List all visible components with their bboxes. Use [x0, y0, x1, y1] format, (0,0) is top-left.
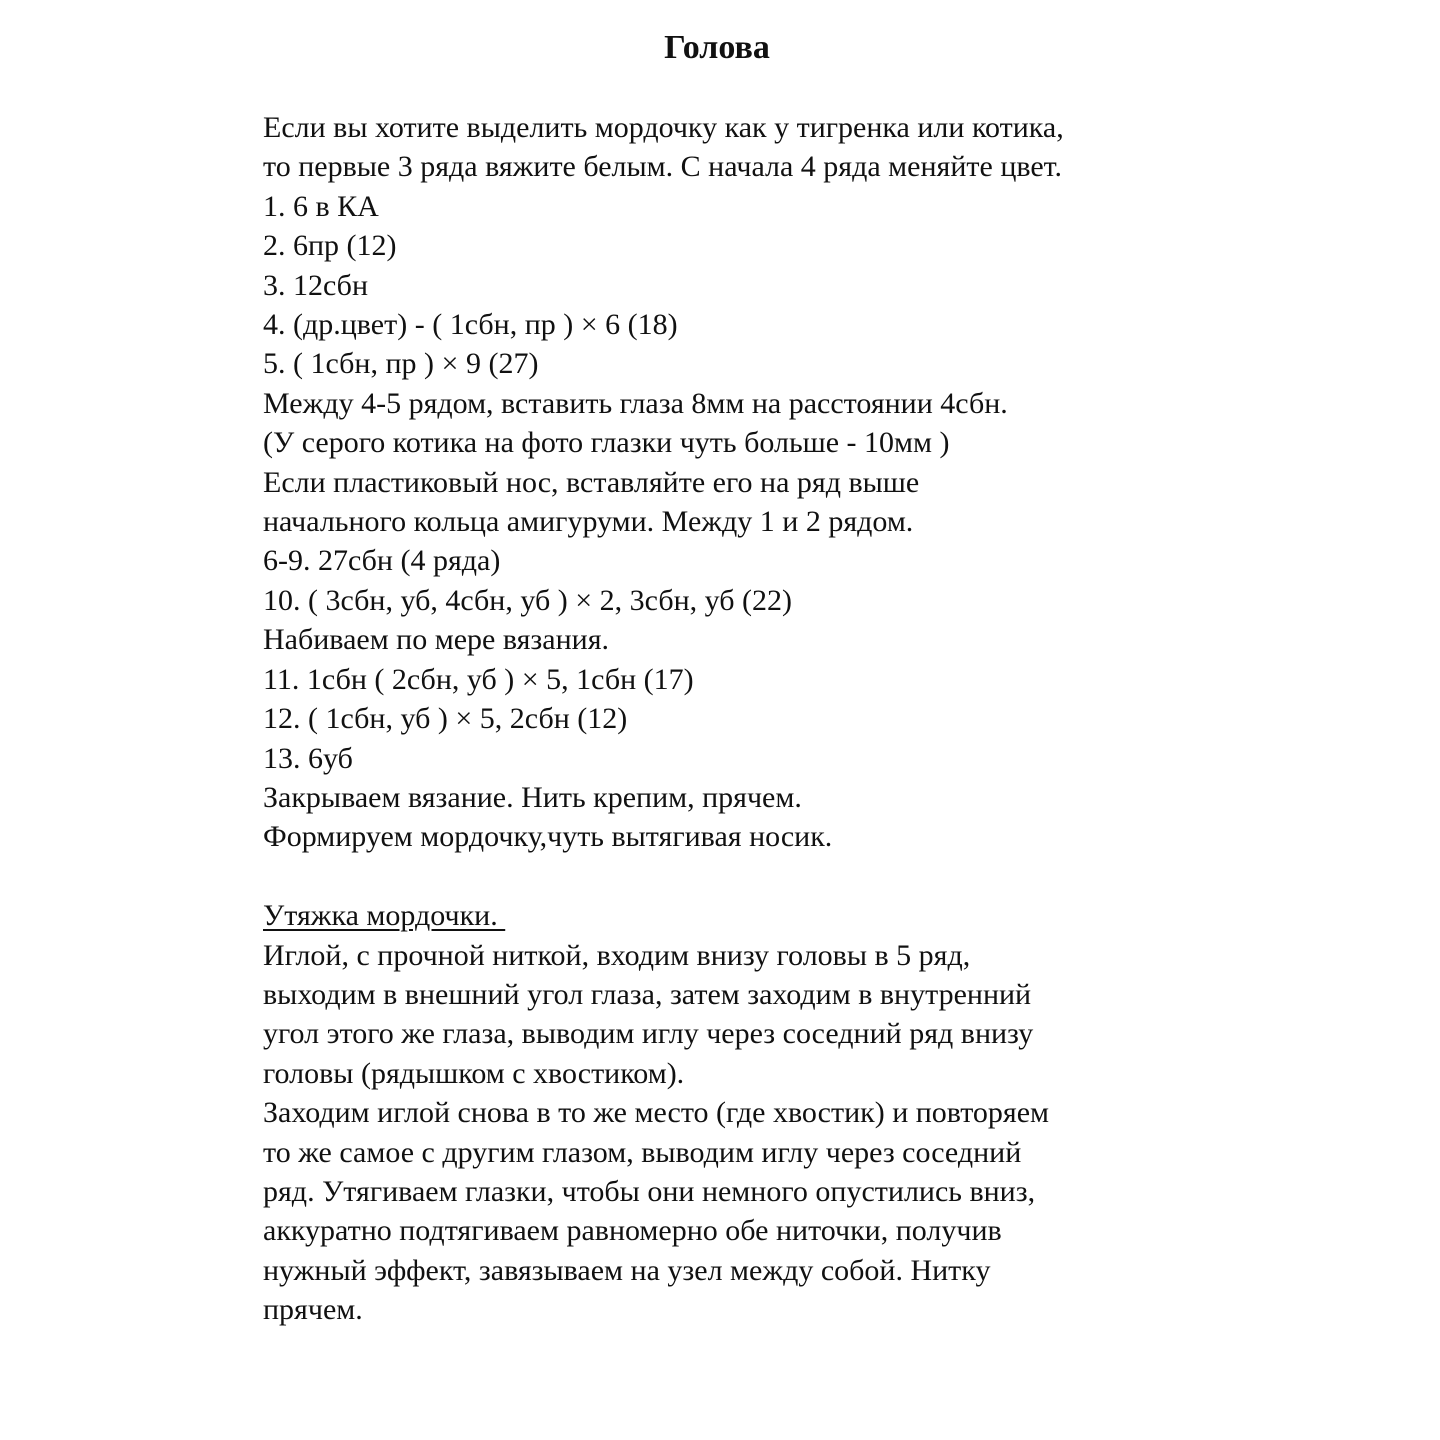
section-heading: Утяжка мордочки.	[263, 899, 506, 933]
instruction-line: ряд. Утягиваем глазки, чтобы они немного опустились вниз,	[263, 1174, 1036, 1208]
pattern-note: (У серого котика на фото глазки чуть больше - 10мм )	[263, 426, 950, 460]
spacer	[263, 857, 1263, 896]
pattern-row: 3. 12сбн	[263, 268, 368, 302]
pattern-row: 12. ( 1сбн, уб ) × 5, 2сбн (12)	[263, 702, 628, 736]
instruction-line: Иглой, с прочной ниткой, входим внизу головы в 5 ряд,	[263, 938, 971, 972]
pattern-note: начального кольца амигуруми. Между 1 и 2 рядом.	[263, 505, 914, 539]
instruction-line: аккуратно подтягиваем равномерно обе ниточки, получив	[263, 1214, 1002, 1248]
instruction-line: выходим в внешний угол глаза, затем заходим в внутренний	[263, 977, 1032, 1011]
pattern-row: 13. 6уб	[263, 741, 353, 775]
instruction-line: то же самое с другим глазом, выводим иглу через соседний	[263, 1135, 1022, 1169]
pattern-row: 5. ( 1сбн, пр ) × 9 (27)	[263, 347, 539, 381]
pattern-body	[263, 108, 1263, 1330]
instruction-line: нужный эффект, завязываем на узел между собой. Нитку	[263, 1253, 991, 1287]
instruction-line: угол этого же глаза, выводим иглу через соседний ряд внизу	[263, 1017, 1034, 1051]
intro-line: Если вы хотите выделить мордочку как у тигренка или котика,	[263, 111, 1064, 144]
pattern-note: Между 4-5 рядом, вставить глаза 8мм на расстоянии 4сбн.	[263, 386, 1008, 420]
intro-line: то первые 3 ряда вяжите белым. С начала 4 ряда меняйте цвет.	[263, 150, 1063, 184]
pattern-row: 1. 6 в КА	[263, 189, 379, 223]
instruction-line: Заходим иглой снова в то же место (где хвостик) и повторяем	[263, 1096, 1050, 1130]
closing-line: Формируем мордочку,чуть вытягивая носик.	[263, 820, 833, 854]
pattern-note: Набиваем по мере вязания.	[263, 623, 609, 657]
instruction-line: головы (рядышком с хвостиком).	[263, 1056, 685, 1090]
page-title: Голова	[664, 29, 770, 66]
pattern-row: 4. (др.цвет) - ( 1сбн, пр ) × 6 (18)	[263, 308, 678, 342]
pattern-row: 11. 1сбн ( 2сбн, уб ) × 5, 1сбн (17)	[263, 662, 694, 696]
pattern-row: 2. 6пр (12)	[263, 229, 397, 263]
pattern-row: 10. ( 3сбн, уб, 4сбн, уб ) × 2, 3сбн, уб (22)	[263, 583, 792, 617]
pattern-row: 6-9. 27сбн (4 ряда)	[263, 544, 501, 578]
closing-line: Закрываем вязание. Нить крепим, прячем.	[263, 780, 802, 814]
instruction-line: прячем.	[263, 1293, 363, 1327]
pattern-note: Если пластиковый нос, вставляйте его на ряд выше	[263, 465, 920, 499]
